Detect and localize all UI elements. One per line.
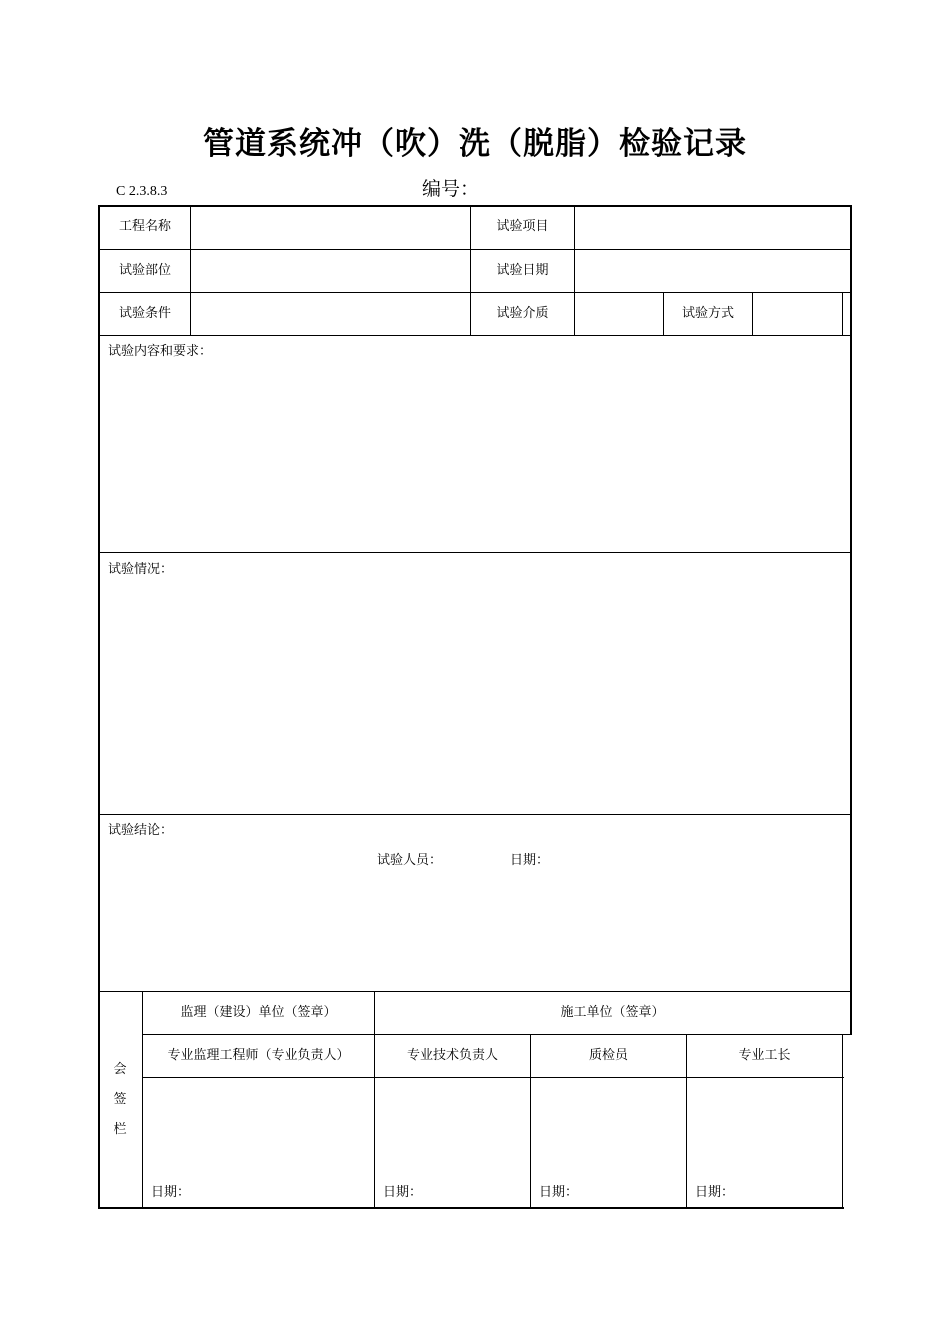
border-right-lower xyxy=(842,1034,843,1209)
signature-area-technical-lead[interactable] xyxy=(375,1078,530,1178)
role-supervising-engineer: 专业监理工程师（专业负责人） xyxy=(167,1047,350,1063)
test-condition-label: 试验条件 xyxy=(118,305,171,321)
test-method-label: 试验方式 xyxy=(681,305,734,321)
conclusion-date-label: 日期： xyxy=(510,853,550,868)
signature-date-supervising-engineer: 日期： xyxy=(151,1185,191,1200)
signoff-side-char-1: 会 xyxy=(113,1062,127,1077)
role-technical-lead: 专业技术负责人 xyxy=(406,1047,498,1063)
section-divider-2 xyxy=(98,814,852,815)
test-part-field[interactable] xyxy=(191,249,470,292)
test-item-label: 试验项目 xyxy=(496,219,549,234)
test-part-label: 试验部位 xyxy=(118,262,171,278)
form-code: C 2.3.8.3 xyxy=(116,184,168,199)
signature-area-supervising-engineer[interactable] xyxy=(143,1078,374,1178)
serial-number-label: 编号： xyxy=(422,178,480,200)
project-name-field[interactable] xyxy=(191,205,470,249)
border-bottom xyxy=(98,1207,844,1209)
inspection-form xyxy=(98,205,852,1209)
signature-date-technical-lead: 日期： xyxy=(383,1185,423,1200)
signature-area-foreman[interactable] xyxy=(687,1078,842,1178)
header-col-6 xyxy=(842,292,843,335)
content-requirements-label: 试验内容和要求： xyxy=(108,344,213,359)
row-divider-3 xyxy=(98,335,852,336)
supervision-unit-header: 监理（建设）单位（签章） xyxy=(180,1004,337,1020)
construction-unit-header: 施工单位（签章） xyxy=(560,1004,665,1020)
signature-date-foreman: 日期： xyxy=(695,1185,735,1200)
role-foreman: 专业工长 xyxy=(738,1047,791,1063)
signoff-side-char-2: 签 xyxy=(113,1092,127,1107)
test-medium-field[interactable] xyxy=(575,292,663,335)
section-divider-1 xyxy=(98,552,852,553)
signature-date-quality-inspector: 日期： xyxy=(539,1185,579,1200)
role-quality-inspector: 质检员 xyxy=(588,1047,628,1063)
test-situation-label: 试验情况： xyxy=(108,562,174,577)
test-condition-field[interactable] xyxy=(191,292,470,335)
test-item-field[interactable] xyxy=(575,205,850,249)
border-left xyxy=(98,205,100,1209)
test-date-field[interactable] xyxy=(575,249,850,292)
border-right-upper xyxy=(850,205,852,1034)
test-medium-label: 试验介质 xyxy=(496,305,549,321)
signature-area-quality-inspector[interactable] xyxy=(531,1078,686,1178)
test-date-label: 试验日期 xyxy=(496,262,549,278)
signoff-side-char-3: 栏 xyxy=(113,1122,127,1137)
project-name-label: 工程名称 xyxy=(118,219,171,234)
test-method-field[interactable] xyxy=(753,292,842,335)
document-title: 管道系统冲（吹）洗（脱脂）检验记录 xyxy=(203,126,747,162)
tester-label: 试验人员： xyxy=(377,853,443,868)
test-conclusion-label: 试验结论： xyxy=(108,823,174,838)
